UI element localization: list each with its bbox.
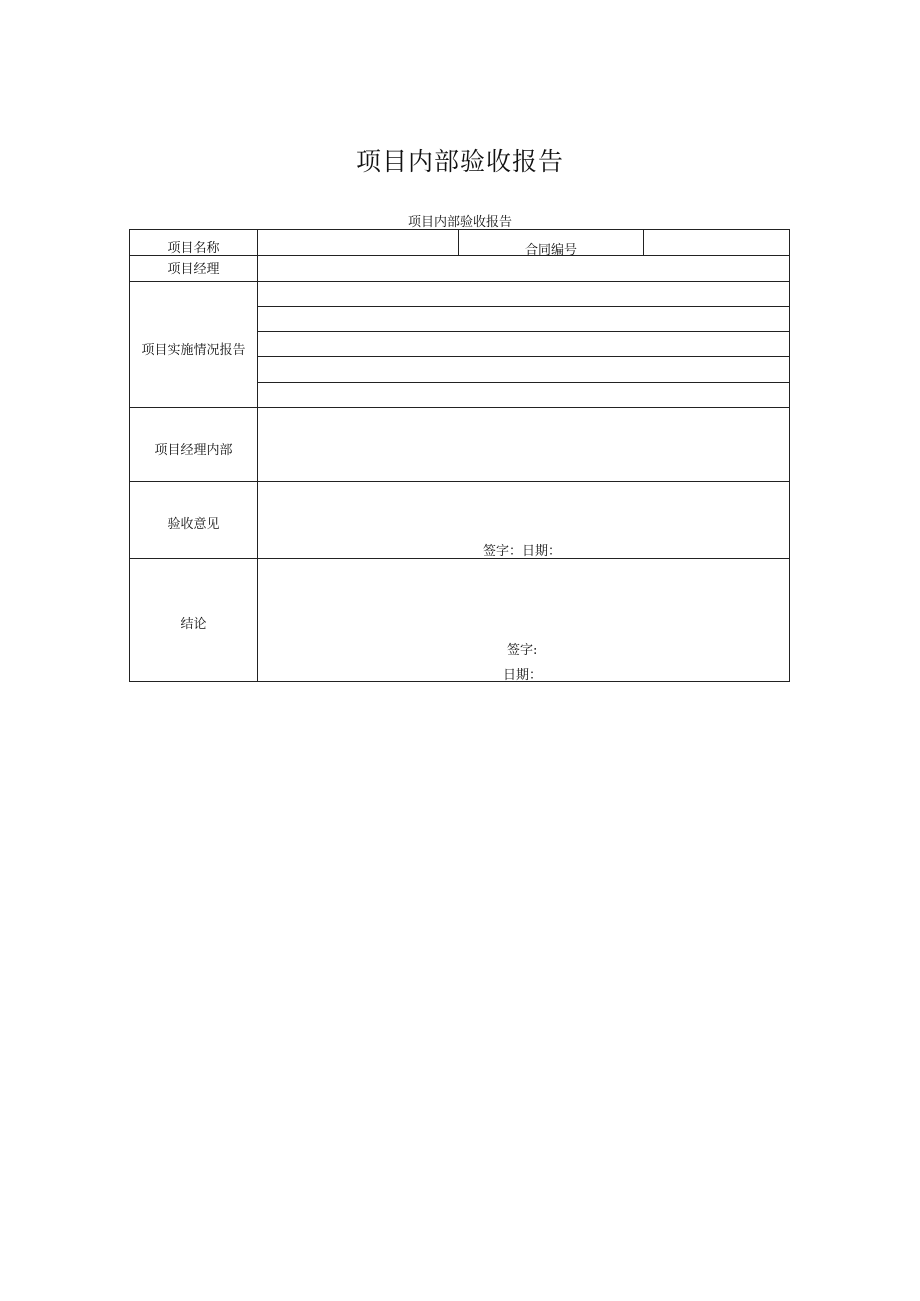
conclusion-signature: 签字: (507, 643, 538, 658)
implementation-line[interactable] (258, 307, 789, 331)
implementation-line[interactable] (258, 357, 789, 382)
project-manager-field[interactable] (258, 256, 789, 281)
label-project-manager: 项目经理 (167, 262, 220, 277)
conclusion-date: 日期： (503, 668, 543, 683)
label-acceptance-opinion: 验收意见 (167, 517, 220, 532)
label-implementation-report: 项目实施情况报告 (141, 343, 246, 358)
page-title: 项目内部验收报告 (355, 147, 564, 176)
acceptance-signature-date: 签字：日期： (483, 544, 562, 559)
acceptance-opinion-field[interactable] (258, 482, 789, 532)
label-conclusion: 结论 (180, 617, 207, 632)
table-caption: 项目内部验收报告 (407, 215, 512, 230)
manager-internal-field[interactable] (258, 408, 789, 481)
conclusion-field[interactable] (258, 559, 789, 629)
project-name-field[interactable] (258, 230, 458, 255)
implementation-line[interactable] (258, 332, 789, 356)
label-project-name: 项目名称 (167, 241, 220, 256)
acceptance-form-table (129, 229, 790, 682)
label-manager-internal: 项目经理内部 (154, 443, 233, 458)
label-contract-no: 合同编号 (524, 243, 577, 258)
implementation-line[interactable] (258, 383, 789, 407)
implementation-line[interactable] (258, 282, 789, 306)
contract-no-field[interactable] (644, 230, 789, 255)
